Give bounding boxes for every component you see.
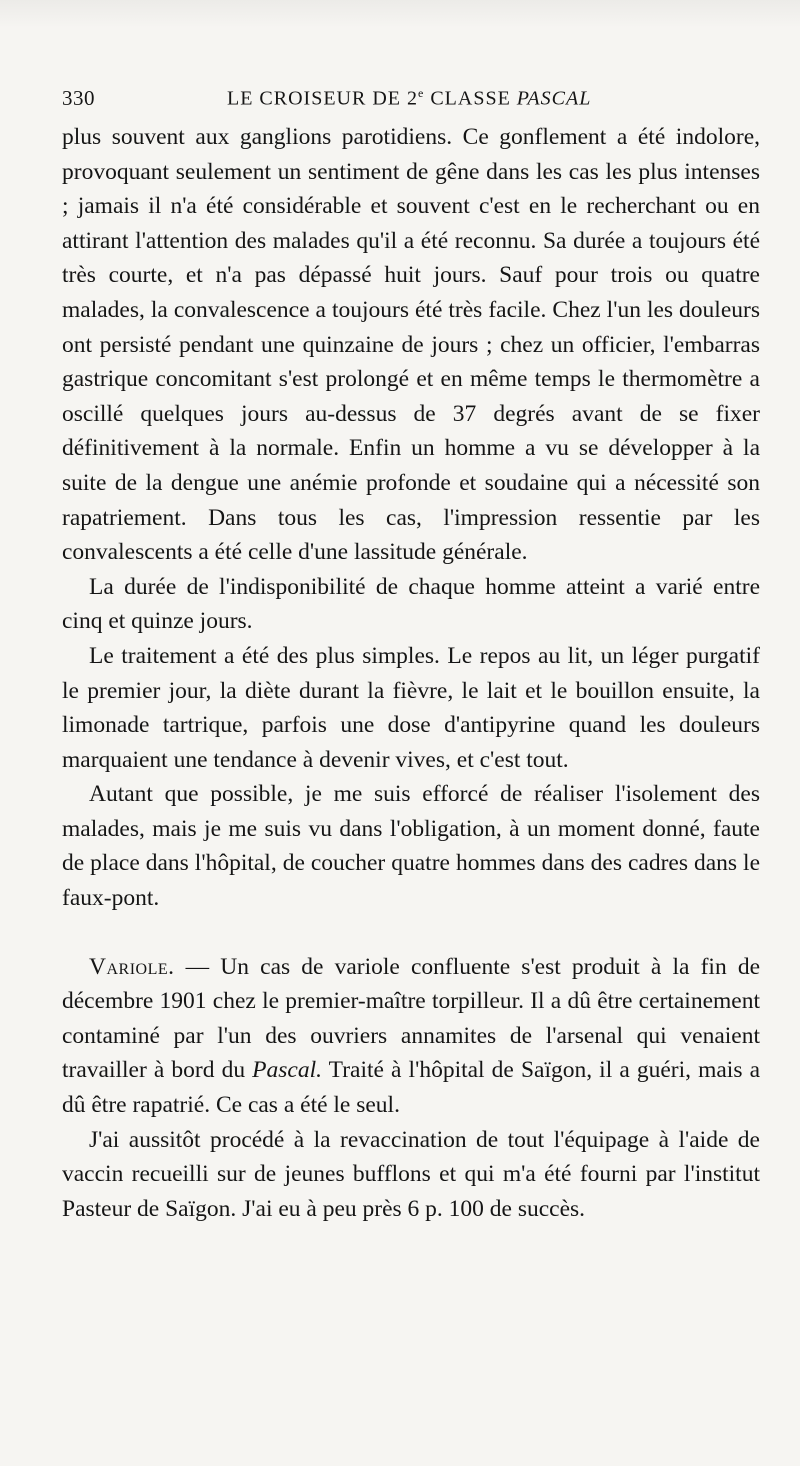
- running-header: [62, 86, 752, 116]
- page-number: 330: [62, 86, 95, 110]
- ship-name: Pascal.: [252, 1057, 323, 1084]
- variole-text-2: Traité à l'hôpital de Saïgon, il a guéri, mais a dû être rapatrié. Ce cas a été le seul.: [62, 1057, 760, 1119]
- variole-text-1: Un cas de variole confluente s'est produit à la fin de décembre 1901 chez le premier-maître torpilleur. Il a dû être certainement contaminé par l'un des ouvriers annamites de l'arsenal qui venaient travailler à bord du: [62, 953, 761, 1084]
- paragraph-revaccination: J'ai aussitôt procédé à la revaccination de tout l'équipage à l'aide de vaccin recueilli sur de jeunes bufflons et qui m'a été fourni par l'institut Pasteur de Saïgon. J'ai eu à peu près 6 p. 100 de succès.: [62, 1126, 760, 1222]
- running-title-middle: CLASSE: [424, 87, 517, 110]
- heading-dash: —: [174, 953, 221, 980]
- running-title-superscript: e: [418, 86, 425, 100]
- paragraph-variole: [62, 950, 760, 1123]
- paragraph-treatment: Le traitement a été des plus simples. Le repos au lit, un léger purgatif le premier jour, la diète durant la fièvre, le lait et le bouillon ensuite, la limonade tartrique, parfois une dose d'antipyrine quand les douleurs marquaient une tendance à devenir vives, et c'est tout.: [62, 642, 760, 773]
- section-heading-variole: Variole.: [89, 953, 175, 980]
- scan-edge: [0, 0, 800, 28]
- running-title-text: LE CROISEUR DE 2: [227, 87, 418, 110]
- paragraph-isolation: Autant que possible, je me suis efforcé de réaliser l'isolement des malades, mais je me suis vu dans l'obligation, à un moment donné, faute de place dans l'hôpital, de coucher quatre hommes dans des cadres dans le faux-pont.: [62, 781, 760, 912]
- paragraph-continued: plus souvent aux ganglions parotidiens. Ce gonflement a été indolore, provoquant seulement un sentiment de gêne dans les cas les plus intenses ; jamais il n'a été considérable et souvent c'est en le recherchant ou en attirant l'attention des malades qu'il a été reconnu. Sa durée a toujours été très courte, et n'a pas dépassé huit jours. Sauf pour trois ou quatre malades, la convalescence a toujours été très facile. Chez l'un les douleurs ont persisté pendant une quinzaine de jours ; chez un officier, l'embarras gastrique concomitant s'est prolongé et en même temps le thermomètre a oscillé quelques jours au-dessus de 37 degrés avant de se fixer définitivement à la normale. Enfin un homme a vu se développer à la suite de la dengue une anémie profonde et soudaine qui a nécessité son rapatriement. Dans tous les cas, l'impression ressentie par les convalescents a été celle d'une lassitude générale.: [62, 124, 760, 566]
- running-title-ship-name: PASCAL: [516, 87, 592, 110]
- body-text: [62, 120, 760, 1226]
- running-title: [227, 86, 591, 111]
- paragraph-duration: La durée de l'indisponibilité de chaque homme atteint a varié entre cinq et quinze jours.: [62, 573, 760, 635]
